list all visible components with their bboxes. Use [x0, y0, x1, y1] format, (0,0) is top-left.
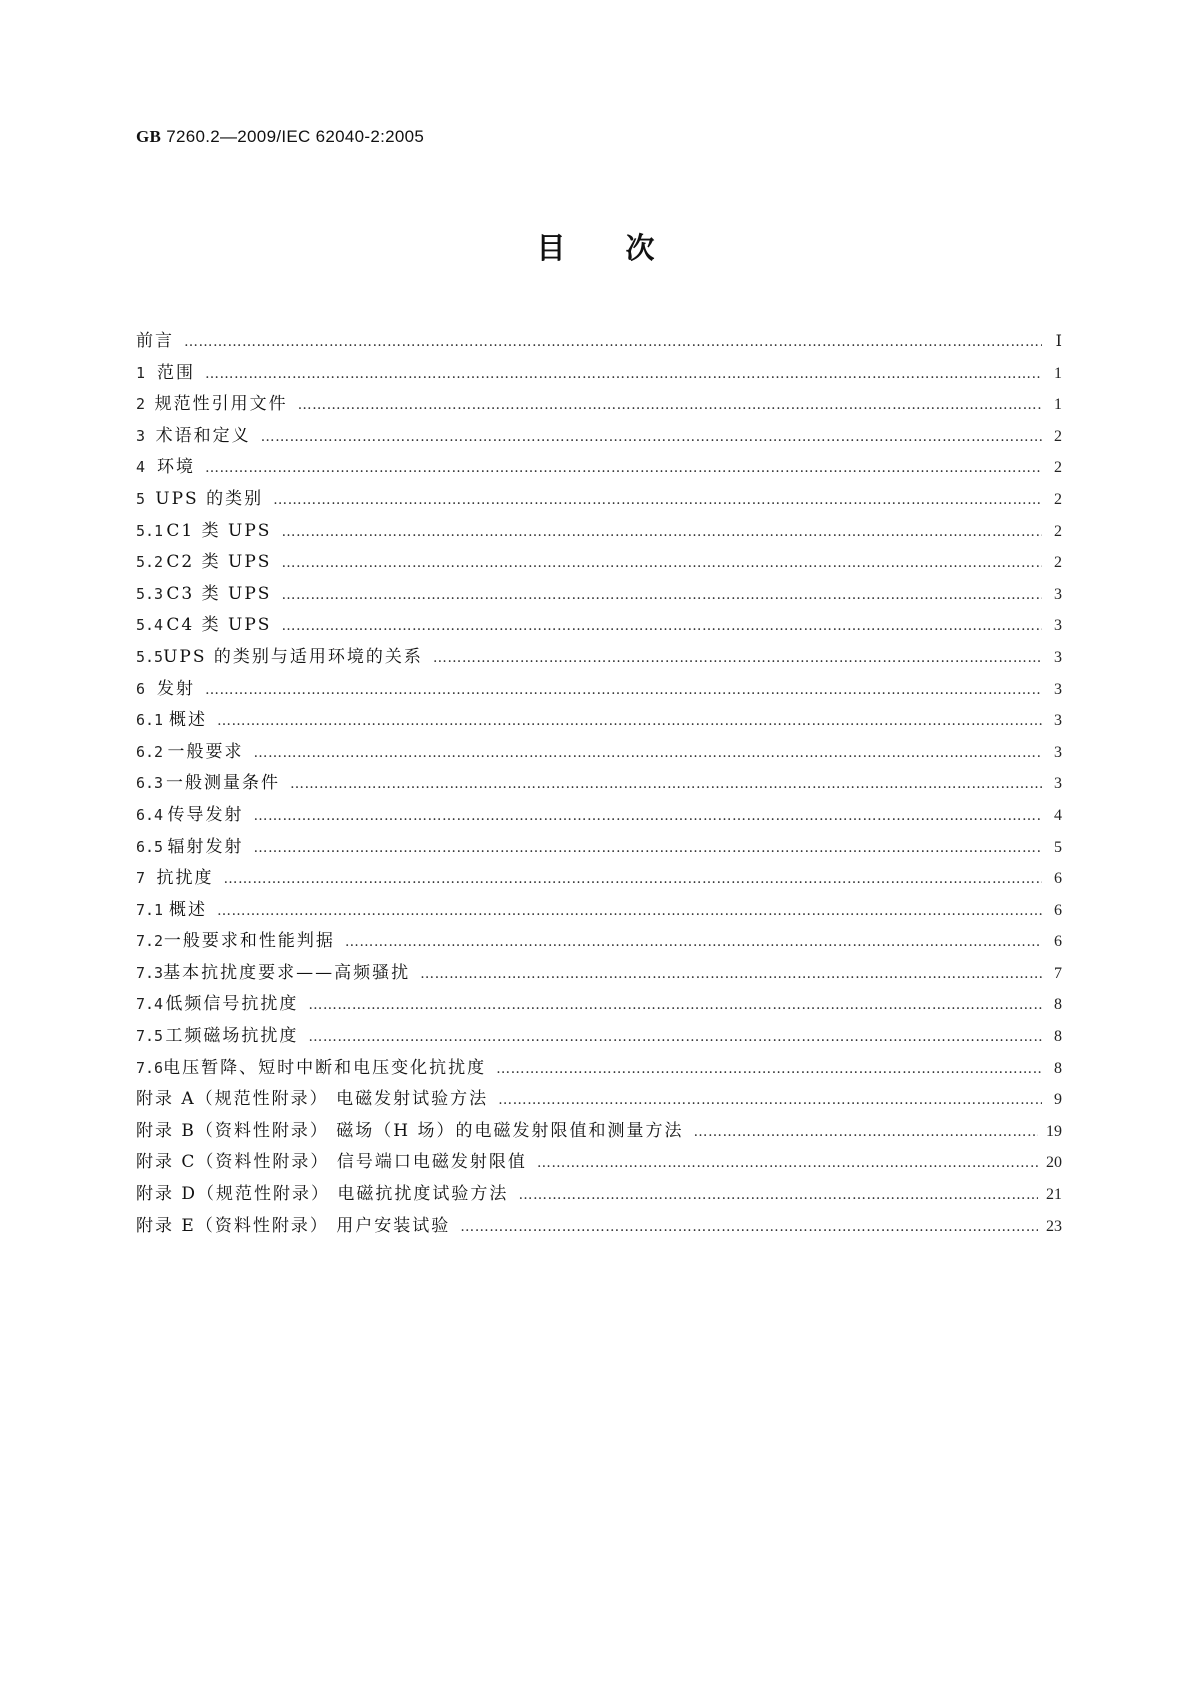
toc-entry-label: C3 类 UPS — [166, 583, 272, 604]
toc-entry[interactable] — [136, 1116, 1062, 1148]
page-title: 目次 — [536, 231, 715, 265]
toc-entry-number: 6.2 — [136, 742, 164, 761]
toc-dot-leader — [261, 429, 1042, 445]
toc-entry-number: 6.5 — [136, 837, 164, 856]
toc-entry-page: 8 — [1054, 996, 1062, 1014]
toc-entry-page: 7 — [1054, 964, 1062, 982]
toc-entry[interactable] — [136, 800, 1062, 832]
toc-entry-page: 2 — [1054, 427, 1062, 445]
toc-entry-number: 2 — [136, 395, 146, 414]
toc-entry[interactable] — [136, 895, 1062, 927]
toc-entry-label: 抗扰度 — [156, 868, 214, 889]
toc-entry-label: C4 类 UPS — [166, 615, 272, 636]
toc-entry-page: 3 — [1054, 648, 1062, 666]
toc-entry-page: 2 — [1054, 459, 1062, 477]
toc-entry[interactable] — [136, 737, 1062, 769]
toc-entry-page: 21 — [1046, 1186, 1062, 1204]
toc-entry-page: 6 — [1054, 933, 1062, 951]
toc-dot-leader — [281, 555, 1042, 571]
toc-dot-leader — [205, 366, 1042, 382]
toc-entry-label: 范围 — [156, 362, 195, 383]
toc-dot-leader — [217, 903, 1042, 919]
toc-entry-number: 5.2 — [136, 553, 164, 572]
toc-dot-leader — [254, 745, 1042, 761]
toc-dot-leader — [217, 713, 1042, 729]
toc-dot-leader — [281, 618, 1042, 634]
toc-entry-page: 2 — [1054, 490, 1062, 508]
toc-entry-label: 基本抗扰度要求——高频骚扰 — [163, 962, 411, 983]
toc-entry-label: 附录 E（资料性附录） 用户安装试验 — [136, 1215, 451, 1236]
toc-entry-number: 7 — [136, 869, 146, 888]
toc-entry-page: 2 — [1054, 554, 1062, 572]
toc-entry[interactable] — [136, 642, 1062, 674]
toc-entry[interactable] — [136, 768, 1062, 800]
toc-entry-page: 4 — [1054, 806, 1062, 824]
toc-entry-label: C2 类 UPS — [166, 552, 272, 573]
toc-entry-number: 3 — [136, 426, 146, 445]
toc-entry-number: 5.4 — [136, 616, 164, 635]
toc-entry-label: 一般要求 — [167, 741, 244, 762]
toc-dot-leader — [308, 1029, 1042, 1045]
toc-entry[interactable] — [136, 832, 1062, 864]
toc-dot-leader — [496, 1061, 1042, 1077]
toc-entry[interactable] — [136, 1211, 1062, 1243]
toc-entry-number: 6.1 — [136, 711, 164, 730]
toc-entry-label: 低频信号抗扰度 — [165, 994, 299, 1015]
toc-entry-page: 20 — [1046, 1154, 1062, 1172]
toc-entry-number: 7.6 — [136, 1058, 164, 1077]
toc-entry-label: UPS 的类别 — [155, 488, 264, 509]
toc-entry-number: 5.3 — [136, 584, 164, 603]
toc-entry-page: 8 — [1054, 1059, 1062, 1077]
toc-dot-leader — [298, 397, 1042, 413]
toc-entry-page: 3 — [1054, 585, 1062, 603]
toc-entry-number: 7.2 — [136, 932, 164, 951]
toc-entry-label: 前言 — [136, 331, 174, 351]
toc-entry-label: 附录 C（资料性附录） 信号端口电磁发射限值 — [136, 1152, 527, 1173]
toc-entry[interactable] — [136, 1084, 1062, 1116]
toc-entry-page: 3 — [1054, 680, 1062, 698]
toc-dot-leader — [498, 1092, 1042, 1108]
toc-entry-number: 7.1 — [136, 900, 164, 919]
toc-entry-label: 辐射发射 — [167, 836, 244, 857]
toc-entry[interactable] — [136, 358, 1062, 390]
toc-entry[interactable] — [136, 958, 1062, 990]
toc-dot-leader — [420, 966, 1042, 982]
toc-entry-label: 附录 B（资料性附录） 磁场（H 场）的电磁发射限值和测量方法 — [136, 1120, 684, 1141]
toc-entry[interactable] — [136, 484, 1062, 516]
toc-dot-leader — [345, 934, 1042, 950]
toc-entry-page: 1 — [1054, 364, 1062, 382]
toc-entry-label: 附录 D（规范性附录） 电磁抗扰度试验方法 — [136, 1184, 509, 1205]
toc-entry[interactable] — [136, 452, 1062, 484]
standard-number: 7260.2—2009/IEC 62040-2:2005 — [166, 127, 425, 146]
toc-entry-page: 1 — [1054, 396, 1062, 414]
toc-entry-label: 环境 — [156, 457, 195, 478]
toc-entry-page: 3 — [1054, 775, 1062, 793]
toc-entry-number: 6.3 — [136, 774, 164, 793]
toc-entry[interactable] — [136, 1053, 1062, 1085]
toc-dot-leader — [460, 1219, 1038, 1235]
toc-entry-page: Ⅰ — [1055, 333, 1062, 350]
toc-entry-label: 术语和定义 — [155, 425, 251, 446]
toc-dot-leader — [224, 871, 1042, 887]
toc-entry-page: 5 — [1054, 838, 1062, 856]
table-of-contents — [136, 326, 1062, 1242]
toc-entry-page: 3 — [1054, 712, 1062, 730]
toc-dot-leader — [694, 1124, 1038, 1140]
toc-entry[interactable] — [136, 705, 1062, 737]
toc-entry[interactable] — [136, 674, 1062, 706]
toc-entry[interactable] — [136, 547, 1062, 579]
toc-entry-label: 附录 A（规范性附录） 电磁发射试验方法 — [136, 1089, 489, 1110]
toc-dot-leader — [537, 1155, 1038, 1171]
toc-entry-page: 3 — [1054, 743, 1062, 761]
toc-dot-leader — [205, 682, 1042, 698]
toc-dot-leader — [281, 587, 1042, 603]
toc-entry-page: 9 — [1054, 1091, 1062, 1109]
toc-entry-page: 6 — [1054, 901, 1062, 919]
toc-entry[interactable] — [136, 863, 1062, 895]
toc-entry-label: 概述 — [168, 710, 207, 731]
toc-entry-label: C1 类 UPS — [166, 520, 272, 541]
toc-dot-leader — [254, 808, 1042, 824]
standard-header — [136, 127, 424, 147]
toc-entry-label: 工频磁场抗扰度 — [165, 1026, 299, 1047]
toc-entry[interactable] — [136, 326, 1062, 358]
toc-entry[interactable] — [136, 1147, 1062, 1179]
toc-entry-label: 一般测量条件 — [166, 773, 281, 794]
toc-entry-label: 概述 — [168, 899, 207, 920]
toc-entry-page: 19 — [1046, 1122, 1062, 1140]
toc-entry-label: 传导发射 — [167, 804, 244, 825]
toc-dot-leader — [254, 840, 1042, 856]
toc-entry-number: 5.1 — [136, 521, 164, 540]
toc-entry[interactable] — [136, 610, 1062, 642]
toc-entry-page: 8 — [1054, 1028, 1062, 1046]
toc-dot-leader — [184, 334, 1042, 350]
toc-entry-page: 2 — [1054, 522, 1062, 540]
toc-entry[interactable] — [136, 1179, 1062, 1211]
toc-entry-label: UPS 的类别与适用环境的关系 — [163, 646, 423, 667]
toc-dot-leader — [281, 524, 1042, 540]
toc-entry-number: 7.3 — [136, 963, 164, 982]
toc-entry-number: 6 — [136, 679, 146, 698]
toc-entry[interactable] — [136, 389, 1062, 421]
toc-entry[interactable] — [136, 989, 1062, 1021]
toc-entry-page: 3 — [1054, 617, 1062, 635]
toc-entry-page: 23 — [1046, 1217, 1062, 1235]
toc-entry-number: 7.4 — [136, 995, 164, 1014]
toc-entry[interactable] — [136, 926, 1062, 958]
toc-entry-number: 5 — [136, 489, 146, 508]
toc-entry-number: 4 — [136, 458, 146, 477]
toc-entry[interactable] — [136, 516, 1062, 548]
toc-dot-leader — [205, 460, 1042, 476]
toc-entry[interactable] — [136, 1021, 1062, 1053]
toc-dot-leader — [290, 776, 1042, 792]
toc-entry-number: 7.5 — [136, 1027, 164, 1046]
toc-entry-number: 1 — [136, 363, 146, 382]
toc-dot-leader — [273, 492, 1042, 508]
standard-prefix: GB — [136, 127, 162, 146]
toc-entry-page: 6 — [1054, 870, 1062, 888]
toc-entry[interactable] — [136, 421, 1062, 453]
toc-entry-number: 6.4 — [136, 805, 164, 824]
toc-entry-label: 发射 — [156, 678, 195, 699]
toc-entry-label: 一般要求和性能判据 — [163, 931, 335, 952]
toc-dot-leader — [518, 1187, 1038, 1203]
toc-dot-leader — [433, 650, 1042, 666]
toc-entry[interactable] — [136, 579, 1062, 611]
toc-entry-number: 5.5 — [136, 647, 164, 666]
toc-dot-leader — [308, 997, 1042, 1013]
toc-entry-label: 规范性引用文件 — [154, 394, 288, 415]
toc-entry-label: 电压暂降、短时中断和电压变化抗扰度 — [163, 1057, 487, 1078]
